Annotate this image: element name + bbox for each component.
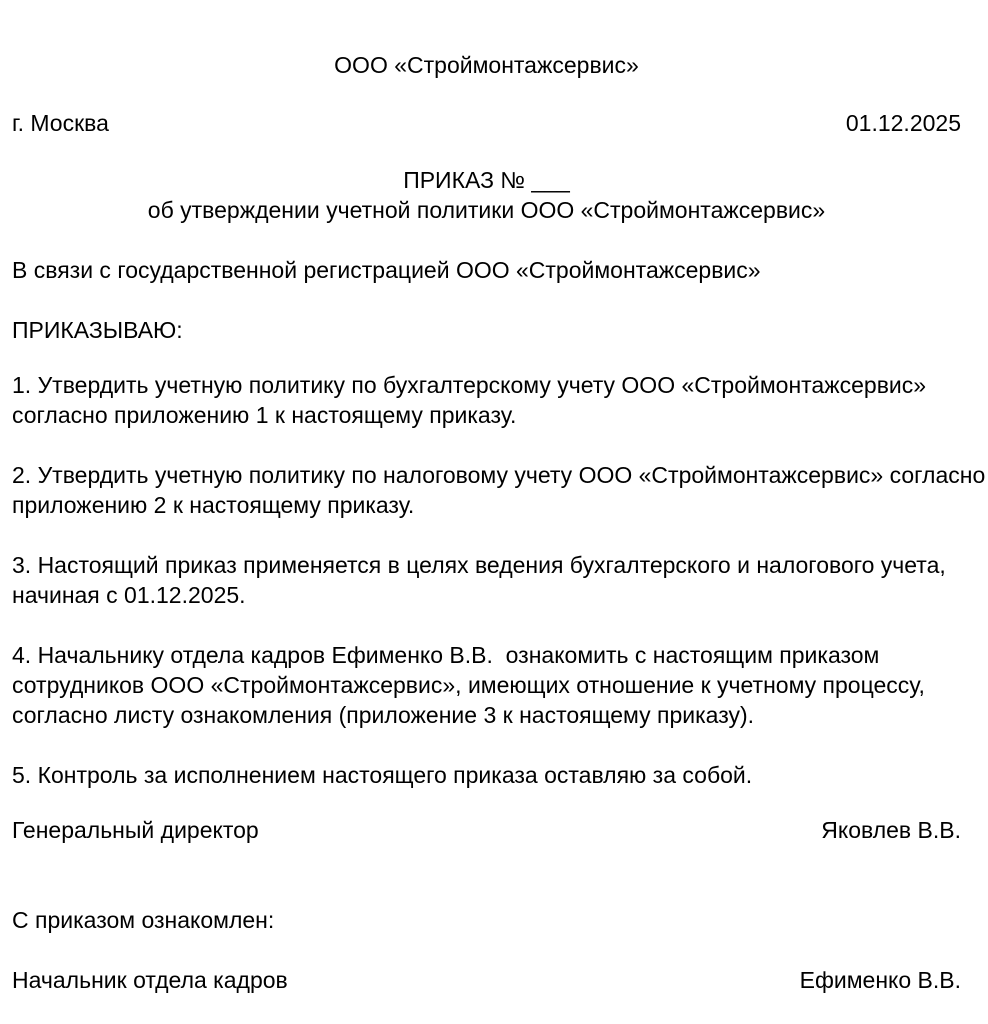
order-item-line: согласно приложению 1 к настоящему приказу. [12, 402, 517, 428]
order-subtitle: об утверждении учетной политики ООО «Строймонтажсервис» [147, 197, 826, 223]
order-item-2 [12, 460, 986, 520]
preamble-text: В связи с государственной регистрацией ООО «Строймонтажсервис» [12, 257, 761, 283]
order-item-line: 2. Утвердить учетную политику по налоговому учету ООО «Строймонтажсервис» согласно [12, 462, 986, 488]
order-item-line: начиная с 01.12.2025. [12, 582, 246, 608]
directive-word: ПРИКАЗЫВАЮ: [12, 317, 183, 343]
company-name-header: ООО «Строймонтажсервис» [334, 52, 639, 78]
order-item-line: 1. Утвердить учетную политику по бухгалтерскому учету ООО «Строймонтажсервис» [12, 372, 927, 398]
signature-role: Генеральный директор [12, 817, 259, 843]
signature-name: Ефименко В.В. [799, 967, 961, 993]
order-item-line: приложению 2 к настоящему приказу. [12, 492, 415, 518]
order-item-line: 4. Начальнику отдела кадров Ефименко В.В. ознакомить с настоящим приказом [12, 642, 880, 668]
order-item-3 [12, 550, 961, 610]
city-label: г. Москва [12, 110, 109, 136]
order-item-1 [12, 370, 961, 430]
order-title: ПРИКАЗ № ___ [403, 167, 570, 193]
title-block [12, 165, 961, 225]
date-label: 01.12.2025 [845, 110, 961, 136]
order-item-5 [12, 760, 961, 790]
order-item-line: 5. Контроль за исполнением настоящего приказа оставляю за собой. [12, 762, 753, 788]
order-item-4 [12, 640, 961, 730]
order-item-line: сотрудников ООО «Строймонтажсервис», имеющих отношение к учетному процессу, [12, 672, 925, 698]
acknowledgement-label: С приказом ознакомлен: [12, 907, 275, 933]
signature-role: Начальник отдела кадров [12, 967, 288, 993]
signature-row-director [12, 815, 961, 845]
city-date-row [12, 108, 961, 138]
signature-row-hr [12, 965, 961, 995]
order-item-line: 3. Настоящий приказ применяется в целях ведения бухгалтерского и налогового учета, [12, 552, 946, 578]
signature-name: Яковлев В.В. [821, 817, 961, 843]
order-item-line: согласно листу ознакомления (приложение 3 к настоящему приказу). [12, 702, 755, 728]
